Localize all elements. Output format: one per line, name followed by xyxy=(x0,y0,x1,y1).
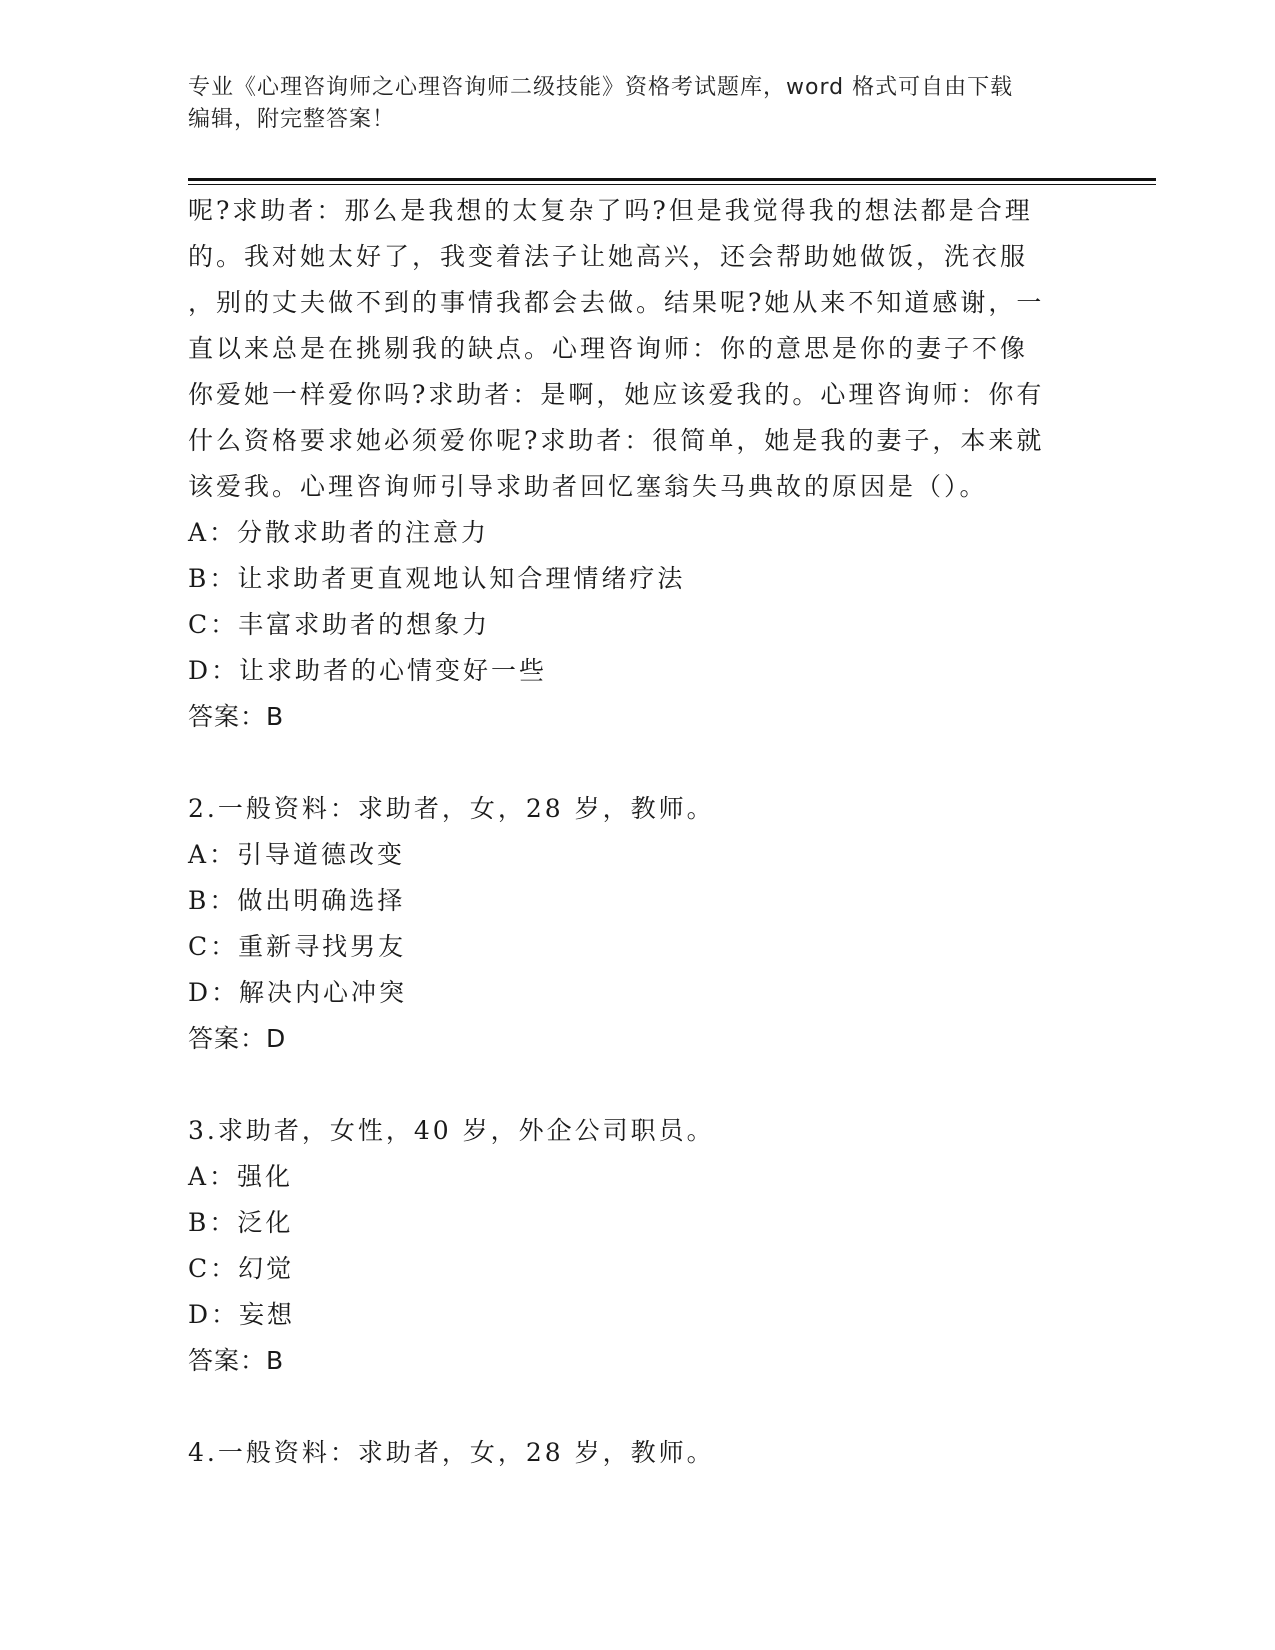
question-1-stem-line: 的。我对她太好了，我变着法子让她高兴，还会帮助她做饭，洗衣服 xyxy=(188,242,1029,271)
question-3-option-a: A：强化 xyxy=(188,1162,294,1191)
question-2-option-a: A：引导道德改变 xyxy=(188,840,406,869)
question-3-answer: 答案：B xyxy=(188,1346,285,1375)
header-line-1: 专业《心理咨询师之心理咨询师二级技能》资格考试题库，word 格式可自由下载 xyxy=(188,75,1014,100)
question-3-option-c: C：幻觉 xyxy=(188,1254,295,1283)
question-1-option-d: D：让求助者的心情变好一些 xyxy=(188,656,548,685)
question-1-stem-line: 呢?求助者：那么是我想的太复杂了吗?但是我觉得我的想法都是合理 xyxy=(188,196,1033,225)
question-1 xyxy=(188,188,1088,740)
question-content xyxy=(188,188,1088,1476)
question-2-stem: 2.一般资料：求助者，女，28 岁，教师。 xyxy=(188,794,715,823)
header-divider-thin xyxy=(188,184,1156,185)
question-3-option-b: B：泛化 xyxy=(188,1208,294,1237)
question-2-option-d: D：解决内心冲突 xyxy=(188,978,408,1007)
spacer xyxy=(188,1384,1088,1430)
question-1-stem-line: 该爱我。心理咨询师引导求助者回忆塞翁失马典故的原因是（）。 xyxy=(188,472,988,501)
question-1-option-a: A：分散求助者的注意力 xyxy=(188,518,490,547)
header-divider-thick xyxy=(188,178,1156,181)
question-2-option-c: C：重新寻找男友 xyxy=(188,932,407,961)
header-line-2: 编辑，附完整答案！ xyxy=(188,107,396,132)
question-3-option-d: D：妄想 xyxy=(188,1300,296,1329)
question-2 xyxy=(188,786,1088,1062)
question-3-stem: 3.求助者，女性，40 岁，外企公司职员。 xyxy=(188,1116,715,1145)
question-1-stem-line: ，别的丈夫做不到的事情我都会去做。结果呢?她从来不知道感谢，一 xyxy=(188,288,1045,317)
question-3 xyxy=(188,1108,1088,1384)
question-1-option-b: B：让求助者更直观地认知合理情绪疗法 xyxy=(188,564,686,593)
question-1-answer: 答案：B xyxy=(188,702,285,731)
question-4 xyxy=(188,1430,1088,1476)
question-1-stem-line: 直以来总是在挑剔我的缺点。心理咨询师：你的意思是你的妻子不像 xyxy=(188,334,1029,363)
spacer xyxy=(188,740,1088,786)
question-1-option-c: C：丰富求助者的想象力 xyxy=(188,610,491,639)
question-4-stem: 4.一般资料：求助者，女，28 岁，教师。 xyxy=(188,1438,715,1467)
question-1-stem-line: 什么资格要求她必须爱你呢?求助者：很简单，她是我的妻子，本来就 xyxy=(188,426,1045,455)
question-1-stem-line: 你爱她一样爱你吗?求助者：是啊，她应该爱我的。心理咨询师：你有 xyxy=(188,380,1045,409)
question-2-answer: 答案：D xyxy=(188,1024,287,1053)
document-header xyxy=(188,72,1088,136)
question-2-option-b: B：做出明确选择 xyxy=(188,886,406,915)
spacer xyxy=(188,1062,1088,1108)
